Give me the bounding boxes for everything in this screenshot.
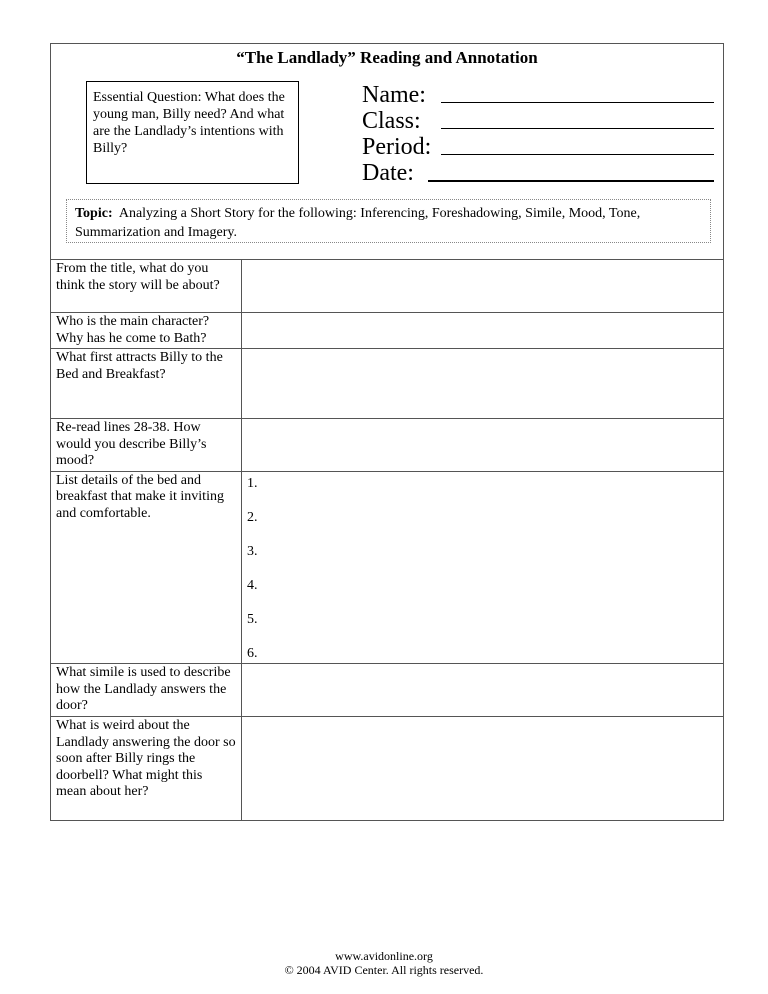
list-number: 4. [247,577,258,593]
table-row [51,313,724,349]
topic-text: Analyzing a Short Story for the following: Inferencing, Foreshadowing, Simile, Mood, Tone, Summarization and Imagery. [75,206,641,240]
answer-cell[interactable] [242,471,724,664]
class-label: Class: [362,108,421,134]
question-cell: From the title, what do you think the story will be about? [51,260,242,313]
answer-cell[interactable] [242,260,724,313]
answer-cell[interactable] [242,664,724,717]
name-line[interactable] [441,102,714,103]
question-cell: What first attracts Billy to the Bed and Breakfast? [51,349,242,419]
list-number: 1. [247,475,258,491]
topic-label: Topic: [75,206,113,221]
period-label: Period: [362,134,432,160]
table-row [51,664,724,717]
topic-box [66,199,711,243]
header-box [50,43,724,260]
question-cell: List details of the bed and breakfast that make it inviting and comfortable. [51,471,242,664]
footer-url: www.avidonline.org [335,949,433,963]
list-number: 5. [247,611,258,627]
question-table [50,259,724,821]
answer-cell[interactable] [242,717,724,821]
table-row [51,419,724,472]
essential-question-box: Essential Question: What does the young man, Billy need? And what are the Landlady’s intentions with Billy? [86,81,299,184]
table-row [51,717,724,821]
answer-cell[interactable] [242,419,724,472]
question-cell: Who is the main character? Why has he come to Bath? [51,313,242,349]
footer-copyright: © 2004 AVID Center. All rights reserved. [284,963,484,977]
date-line[interactable] [428,180,714,182]
list-number: 6. [247,645,258,661]
list-number: 2. [247,509,258,525]
footer [0,949,768,977]
question-cell: What simile is used to describe how the Landlady answers the door? [51,664,242,717]
date-label: Date: [362,160,414,186]
question-cell: What is weird about the Landlady answering the door so soon after Billy rings the doorbell? What might this mean about her? [51,717,242,821]
answer-cell[interactable] [242,313,724,349]
table-row [51,471,724,664]
list-number: 3. [247,543,258,559]
name-label: Name: [362,82,426,108]
answer-cell[interactable] [242,349,724,419]
period-line[interactable] [441,154,714,155]
class-line[interactable] [441,128,714,129]
table-row [51,260,724,313]
page-title: “The Landlady” Reading and Annotation [236,48,538,67]
table-row [51,349,724,419]
question-cell: Re-read lines 28-38. How would you describe Billy’s mood? [51,419,242,472]
